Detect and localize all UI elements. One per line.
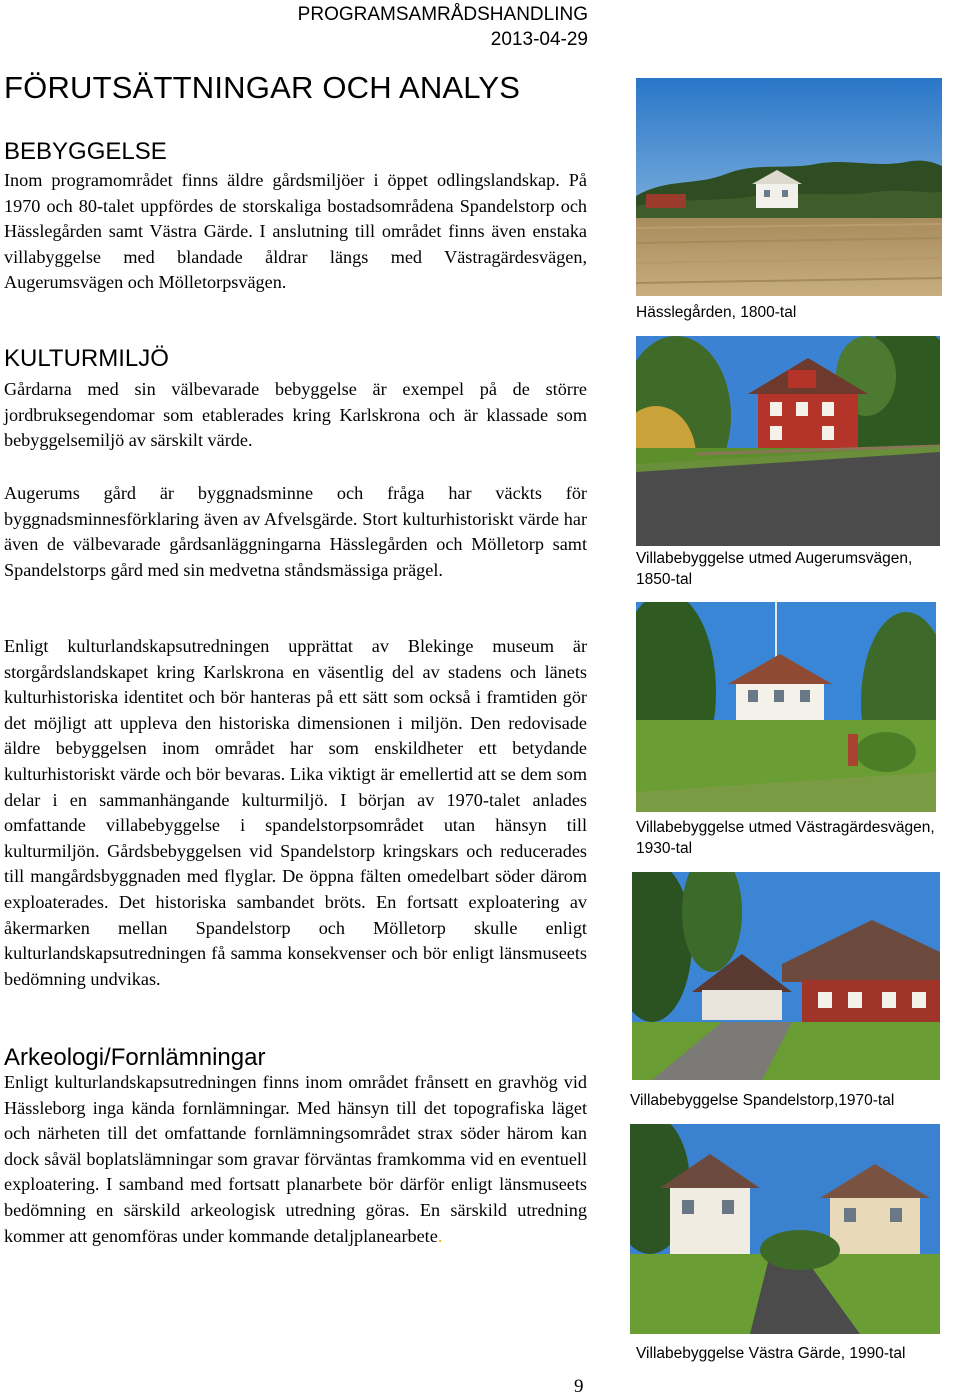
photo-hasslegarden [636, 78, 942, 296]
caption-line: Hässlegården, 1800-tal [636, 304, 797, 321]
heading-arkeologi: Arkeologi/Fornlämningar [4, 1044, 266, 1071]
caption-augerumsvagen [636, 548, 912, 590]
farmhouse-field-photo [636, 78, 942, 296]
paragraph-arkeologi [4, 1070, 587, 1249]
page-number: 9 [574, 1376, 584, 1397]
document-date: 2013-04-29 [490, 29, 588, 50]
caption-line: 1930-tal [636, 840, 693, 857]
paragraph-kulturmiljo-1: Gårdarna med sin välbevarade bebyggelse är exempel på de större jordbruksegendomar som etablerades kring Karlskrona och är klassade som bebyggelsemiljö av särskilt värde. [4, 379, 587, 451]
trailing-dot: . [437, 1225, 443, 1246]
caption-spandelstorp [630, 1090, 894, 1111]
paragraph-arkeologi-text: Enligt kulturlandskapsutredningen finns inom området frånsett en gravhög vid Hässleborg inga kända fornlämningar. Med hänsyn till det topografiska läget och närheten till det omfattande fornlämningsområdet strax söder härom kan dock såväl boplatslämningar som gravar förväntas framkomma vid en eventuell exploatering. I samband med fortsatt planarbete bör därför enligt länsmuseets bedömning en särskild arkeologisk utredning göras. En särskild utredning kommer att genomföras under kommande detaljplanearbete [4, 1072, 587, 1246]
street-houses-photo [630, 1124, 940, 1334]
paragraph-bebyggelse: Inom programområdet finns äldre gårdsmiljöer i öppet odlingslandskap. På 1970 och 80-talet uppfördes de storskaliga bostadsområdena Spandelstorp och Hässlegården samt Västra Gärde. I anslutning till området finns även enstaka villabyggelse med blandade åldrar längs med Västragärdesvägen, Augerumsvägen och Mölletorpsvägen. [4, 170, 587, 293]
photo-vastragardesvagen [636, 602, 936, 812]
red-house-photo [636, 336, 940, 546]
white-villa-photo [636, 602, 936, 812]
paragraph-kulturmiljo-2: Augerums gård är byggnadsminne och fråga har väckts för byggnadsminnesförklaring även av Afvelsgärde. Stort kulturhistoriskt värde har även de välbevarade gårdsanläggningarna Hässlegården och Mölletorp samt Spandelstorps gård med sin medvetna ståndsmässiga prägel. [4, 483, 587, 580]
page-title: FÖRUTSÄTTNINGAR OCH ANALYS [4, 70, 521, 105]
row-houses-photo [632, 872, 940, 1080]
caption-line: Villabebyggelse utmed Augerumsvägen, [636, 550, 913, 567]
document-type-label: PROGRAMSAMRÅDSHANDLING [297, 4, 588, 25]
photo-augerumsvagen [636, 336, 940, 546]
heading-bebyggelse: BEBYGGELSE [4, 138, 167, 165]
caption-line: 1850-tal [636, 571, 693, 588]
caption-vastragardesvagen [636, 817, 935, 859]
caption-line: Villabebyggelse utmed Västragärdesvägen, [636, 819, 935, 836]
paragraph-kulturmiljo-3: Enligt kulturlandskapsutredningen upprättat av Blekinge museum är storgårdslandskapet kring Karlskrona en väsentlig del av stadens och länets kulturhistoriska identitet och bör hanteras på ett sätt som också i framtiden gör det möjligt att uppleva den historiska dimensionen i miljön. Den redovisade äldre bebyggelsen inom området har som enskildheter ett betydande kulturhistoriskt värde och bör bevaras. Lika viktigt är emellertid att se dem som delar i en sammanhängande kulturmiljö. I början av 1970-talet anlades omfattande villabebyggelse i spandelstorpsområdet utan hänsyn till kulturmiljön. Gårdsbebyggelsen vid Spandelstorp kringskars och reducerades till mangårdsbyggnaden med flyglar. De öppna fälten omedelbart söder därom exploaterades. Det historiska sambandet bröts. En fortsatt exploatering av åkermarken mellan Spandelstorp och Mölletorp skulle enligt kulturlandskapsutredningen få samma konsekvenser och bör enligt länsmuseets bedömning undvikas. [4, 636, 587, 989]
caption-vastra-garde [636, 1343, 905, 1364]
caption-line: Villabebyggelse Spandelstorp,1970-tal [630, 1092, 895, 1109]
caption-line: Villabebyggelse Västra Gärde, 1990-tal [636, 1345, 906, 1362]
photo-vastra-garde [630, 1124, 940, 1334]
heading-kulturmiljo: KULTURMILJÖ [4, 345, 169, 372]
photo-spandelstorp [632, 872, 940, 1080]
caption-hasslegarden [636, 302, 796, 323]
